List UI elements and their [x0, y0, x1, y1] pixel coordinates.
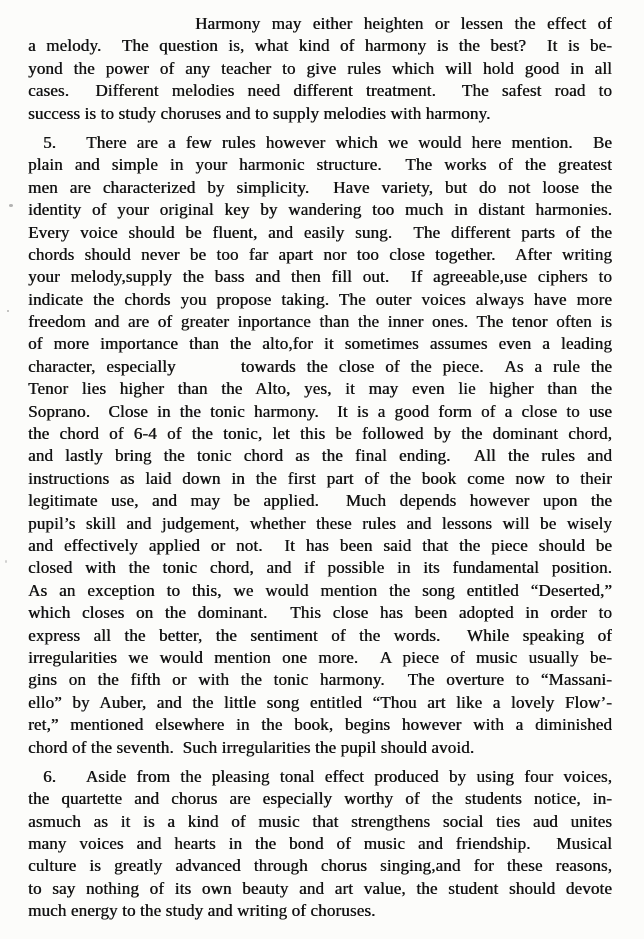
page-text	[28, 13, 612, 923]
text-line: Every voice should be fluent, and easily sung. The different parts of the	[28, 222, 612, 242]
text-line: character, especially towards the close of the piece. As a rule the	[28, 356, 612, 376]
text-line: legitimate use, and may be applied. Much depends however upon the	[28, 491, 612, 511]
text-line: and effectively applied or not. It has been said that the piece should be	[28, 535, 612, 555]
text-line: pupil’s skill and judgement, whether these rules and lessons will be wisely	[28, 513, 612, 533]
text-line: closed with the tonic chord, and if possible in its fundamental position.	[28, 558, 612, 578]
text-line: irregularities we would mention one more. A piece of music usually be-	[28, 647, 612, 667]
text-line: plain and simple in your harmonic structure. The works of the greatest	[28, 155, 612, 175]
paragraph-rule-5	[28, 132, 612, 759]
text-line: gins on the fifth or with the tonic harmony. The overture to “Massani-	[28, 670, 612, 690]
text-line: freedom and are of greater inportance than the inner ones. The tenor often is	[28, 312, 612, 332]
text-line: the chord of 6-4 of the tonic, let this be followed by the dominant chord,	[28, 424, 612, 444]
text-line: asmuch as it is a kind of music that strengthens social ties aud unites	[28, 811, 612, 831]
text-line: a melody. The question is, what kind of harmony is the best? It is be-	[28, 36, 612, 56]
text-line: express all the better, the sentiment of the words. While speaking of	[28, 625, 612, 645]
scan-speck	[7, 310, 9, 312]
text-line: chord of the seventh. Such irregularities the pupil should avoid.	[28, 737, 475, 757]
text-line: success is to study choruses and to supply melodies with harmony.	[28, 103, 491, 123]
text-line: ello” by Auber, and the little song entitled “Thou art like a lovely Flow’-	[28, 692, 612, 712]
text-line: to say nothing of its own beauty and art value, the student should devote	[28, 878, 612, 898]
text-line: 6. Aside from the pleasing tonal effect produced by using four voices,	[43, 766, 612, 786]
text-line: cases. Different melodies need different treatment. The safest road to	[28, 81, 612, 101]
text-line: chords should never be too far apart nor too close together. After writing	[28, 244, 612, 264]
text-line: men are characterized by simplicity. Have variety, but do not loose the	[28, 177, 612, 197]
text-line: much energy to the study and writing of choruses.	[28, 901, 376, 921]
text-line: your melody,supply the bass and then fill out. If agreeable,use ciphers to	[28, 267, 612, 287]
text-line: Harmony may either heighten or lessen the effect of	[195, 14, 612, 33]
text-line: As an exception to this, we would mention the song entitled “Deserted,”	[28, 580, 612, 600]
text-line: yond the power of any teacher to give rules which will hold good in all	[28, 58, 612, 78]
text-line: many voices and hearts in the bond of music and friendship. Musical	[28, 834, 612, 854]
text-line: which closes on the dominant. This close has been adopted in order to	[28, 603, 612, 623]
text-line: culture is greatly advanced through chorus singing,and for these reasons,	[28, 856, 612, 876]
text-line: indicate the chords you propose taking. The outer voices always have more	[28, 289, 612, 309]
text-line: ret,” mentioned elsewhere in the book, begins however with a diminished	[28, 715, 612, 735]
text-line: Soprano. Close in the tonic harmony. It is a good form of a close to use	[28, 401, 612, 421]
text-line: 5. There are a few rules however which we would here mention. Be	[43, 132, 612, 152]
text-line: of more importance than the alto,for it sometimes assumes even a leading	[28, 334, 612, 354]
text-line: identity of your original key by wandering too much in distant harmonies.	[28, 200, 612, 220]
text-line: instructions as laid down in the first part of the book come now to their	[28, 468, 612, 488]
paragraph-harmony-continuation	[28, 13, 612, 125]
text-line: and lastly bring the tonic chord as the final ending. All the rules and	[28, 446, 612, 466]
scan-speck	[9, 204, 13, 207]
paragraph-rule-6	[28, 766, 612, 923]
text-line: the quartette and chorus are especially worthy of the students notice, in-	[28, 789, 612, 809]
text-line: Tenor lies higher than the Alto, yes, it may even lie higher than the	[28, 379, 612, 399]
scan-speck	[5, 560, 7, 563]
